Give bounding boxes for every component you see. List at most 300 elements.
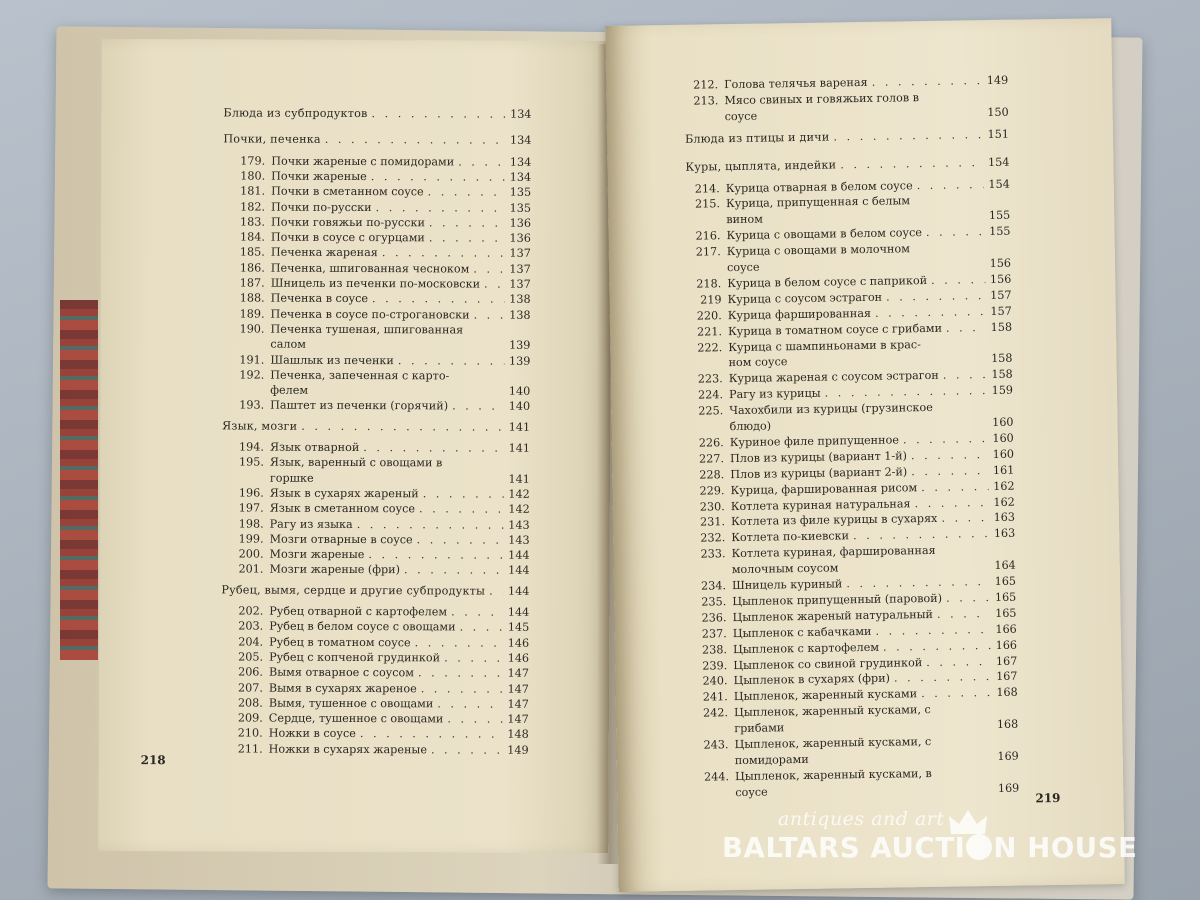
toc-leader-dots [297, 419, 504, 433]
toc-page-number: 161 [992, 463, 1015, 477]
toc-entry-number: 221. [697, 324, 723, 339]
toc-entry [683, 400, 1013, 418]
toc-entry-number: 241. [702, 690, 728, 704]
toc-entry-number: 185. [239, 245, 265, 259]
toc-page-number: 142 [508, 487, 530, 501]
toc-page-number: 166 [995, 638, 1018, 652]
toc-page-number: 137 [509, 262, 531, 276]
toc-page-number: 147 [507, 697, 529, 711]
toc-entry-title: Цыпленок, жаренный кусками, с [734, 734, 932, 752]
left-page-number: 218 [140, 753, 166, 768]
toc-page-number: 144 [507, 584, 530, 598]
watermark-brand [722, 832, 1138, 864]
toc-entry [224, 322, 530, 336]
toc-entry [687, 654, 1017, 672]
toc-page-number: 144 [508, 564, 530, 578]
toc-entry-title: Почки, печенка [223, 132, 321, 147]
toc-section-heading [685, 127, 1009, 145]
toc-entry [223, 563, 529, 577]
toc-leader-dots [829, 128, 983, 143]
toc-entry-continuation [680, 209, 1010, 227]
toc-entry [223, 742, 529, 756]
toc-leader-dots [907, 464, 988, 478]
toc-entry-title: Цыпленок, жаренный кусками, в [734, 766, 932, 783]
toc-page-number: 144 [508, 548, 530, 562]
toc-entry-number: 225. [698, 404, 724, 418]
toc-leader-dots [425, 216, 505, 229]
toc-entry [681, 273, 1011, 291]
toc-entry-number: 223. [697, 372, 723, 386]
toc-entry-title: Курица, фаршированная рисом [730, 480, 918, 497]
toc-entry-title: Курица в белом соусе с паприкой [727, 273, 928, 291]
toc-page-number: 155 [989, 224, 1011, 239]
toc-leader-dots [942, 591, 990, 605]
toc-entry-title: Плов из курицы (вариант 2-й) [730, 465, 908, 481]
toc-entry-continuation [681, 257, 1011, 275]
toc-entry-title: Курица с соусом эстрагон [727, 290, 883, 306]
toc-entry [225, 307, 531, 321]
toc-page-number: 134 [509, 155, 532, 169]
toc-entry [225, 169, 531, 183]
toc-leader-dots [821, 384, 988, 400]
watermark-tagline: antiques and art [778, 808, 945, 830]
toc-page-number: 136 [509, 216, 532, 230]
toc-page-number: 134 [510, 107, 532, 121]
toc-entry-title: Почки говяжьи по-русски [270, 215, 425, 230]
toc-entry [225, 200, 531, 214]
toc-entry-number: 238. [702, 642, 728, 657]
toc-entry-title: горшке [269, 471, 314, 485]
toc-leader-dots [771, 426, 987, 429]
toc-page-number: 136 [509, 231, 531, 245]
toc-page-number: 141 [508, 420, 531, 434]
toc-entry-title: Язык отварной [269, 440, 360, 455]
toc-leader-dots [917, 480, 989, 494]
toc-entry-continuation [224, 338, 530, 352]
toc-entry [687, 622, 1017, 640]
toc-entry-number: 191. [239, 352, 265, 367]
toc-entry [680, 225, 1010, 243]
toc-entry-number: 220. [696, 308, 722, 323]
toc-entry [685, 543, 1015, 561]
right-page [605, 18, 1125, 892]
toc-entry [683, 384, 1013, 402]
toc-entry-title: Язык в сметанном соусе [269, 501, 416, 516]
toc-entry-continuation [679, 105, 1009, 123]
toc-page-number: 149 [986, 73, 1009, 88]
toc-page-number: 158 [990, 320, 1013, 334]
toc-page-number: 154 [987, 155, 1010, 169]
toc-entry-title: Котлета из филе курицы в сухарях [730, 512, 938, 529]
toc-leader-dots [871, 623, 990, 638]
toc-leader-dots [480, 278, 505, 291]
toc-page-number: 155 [988, 208, 1011, 223]
toc-entry-title: Вымя отварное с соусом [268, 665, 415, 680]
watermark-brand-end: N HOUSE [993, 832, 1138, 864]
toc-entry-title: Чахохбили из курицы (грузинское [729, 401, 933, 418]
toc-page-number: 134 [509, 133, 532, 148]
toc-page-number: 167 [995, 654, 1018, 668]
toc-entry [224, 399, 530, 413]
toc-entry-number: 217. [695, 245, 721, 259]
toc-entry [225, 276, 531, 290]
toc-entry-title: Шницель из печенки по-московски [270, 276, 481, 291]
toc-page-number: 156 [989, 256, 1012, 271]
toc-entry-number: 196. [238, 486, 264, 500]
toc-entry-title: Почки по-русски [271, 200, 372, 214]
toc-leader-dots [868, 74, 983, 89]
toc-entry-number: 201. [238, 562, 264, 576]
toc-entry-title: соусе [726, 260, 760, 275]
toc-page-number: 143 [508, 518, 530, 532]
toc-entry [223, 604, 529, 618]
toc-entry-number: 240. [702, 674, 728, 688]
toc-leader-dots [910, 496, 988, 510]
toc-page-number: 135 [509, 201, 532, 215]
toc-entry-number: 226. [698, 436, 724, 450]
toc-leader-dots [768, 792, 993, 796]
toc-entry-number: 228. [699, 467, 725, 482]
toc-entry [687, 638, 1017, 656]
toc-section-heading [685, 155, 1009, 173]
toc-entry [223, 681, 529, 695]
toc-entry-continuation [682, 352, 1012, 370]
toc-entry [224, 517, 530, 531]
toc-entry-title: Печенка в соусе по-строгановски [270, 307, 470, 322]
toc-entry [684, 479, 1014, 497]
toc-entry-title: Печенка жареная [270, 246, 378, 260]
toc-entry-title: Цыпленок, жаренный кусками, с [733, 703, 931, 720]
toc-entry-title: Котлета куриная, фаршированная [731, 544, 936, 561]
toc-page-number: 142 [508, 502, 530, 516]
toc-entry-title: Блюда из птицы и дичи [684, 130, 830, 146]
toc-entry [682, 336, 1012, 354]
toc-entry-title: Ножки в сухарях жареные [268, 742, 427, 757]
toc-entry-title: Печенка в соусе [270, 291, 369, 306]
toc-entry [686, 575, 1016, 593]
toc-entry-number: 194. [239, 440, 265, 454]
right-page-number: 219 [1035, 790, 1061, 806]
toc-entry-title: Плов из курицы (вариант 1-й) [729, 449, 908, 465]
toc-leader-dots [314, 481, 504, 482]
toc-entry-number: 184. [239, 230, 265, 244]
toc-entry-number: 208. [237, 696, 263, 710]
toc-entry [684, 463, 1014, 481]
toc-entry-number: 209. [237, 711, 263, 725]
toc-leader-dots [933, 607, 991, 621]
toc-leader-dots [427, 743, 503, 756]
toc-entry-number: 213. [693, 94, 719, 108]
toc-entry [681, 241, 1011, 259]
toc-entry-title: молочным соусом [731, 561, 839, 577]
toc-entry [685, 527, 1015, 545]
toc-entry [225, 215, 531, 229]
toc-page-number: 158 [991, 352, 1013, 366]
toc-page-number: 165 [994, 590, 1017, 604]
toc-entry-title: Котлета по-киевски [731, 529, 850, 545]
right-page-toc [605, 18, 1111, 799]
toc-leader-dots [838, 569, 989, 571]
toc-leader-dots [321, 133, 506, 147]
toc-entry-number: 216. [695, 229, 721, 243]
watermark-brand-start: BALTARS AUCTI [722, 832, 966, 864]
toc-leader-dots [937, 511, 989, 525]
toc-entry [687, 670, 1017, 688]
toc-leader-dots [415, 502, 504, 515]
toc-entry-number: 182. [240, 199, 266, 214]
toc-entry-number: 212. [693, 78, 719, 92]
toc-leader-dots [456, 621, 504, 634]
toc-entry-title: Рубец отварной с картофелем [269, 604, 448, 619]
toc-entry-title: Блюда из субпродуктов [223, 106, 368, 121]
toc-entry-title: Цыпленок со свиной грудинкой [733, 655, 923, 672]
toc-page-number: 165 [995, 606, 1017, 620]
toc-entry [224, 532, 530, 546]
toc-entry [225, 292, 531, 306]
toc-entry-title: Печенка, шпигованная чесноком [270, 261, 470, 276]
auction-house-watermark [722, 808, 1138, 872]
toc-leader-dots [394, 354, 505, 367]
toc-entry [678, 90, 1008, 108]
toc-entry-title: Цыпленок с кабачками [732, 624, 872, 640]
toc-entry-number: 214. [694, 181, 720, 196]
toc-entry [684, 447, 1014, 465]
toc-page-number: 151 [987, 127, 1010, 141]
toc-leader-dots [411, 636, 504, 649]
toc-leader-dots [927, 273, 985, 287]
toc-page-number: 146 [507, 636, 530, 650]
toc-entry [223, 635, 529, 649]
toc-page-number: 159 [991, 383, 1014, 398]
toc-entry-title: грибами [734, 721, 785, 736]
toc-entry-number: 239. [702, 658, 728, 673]
cover-pattern-strip [60, 300, 98, 660]
toc-entry [678, 74, 1008, 92]
toc-leader-dots [368, 107, 506, 121]
toc-entry-number: 207. [237, 680, 263, 695]
toc-entry-number: 179. [240, 154, 266, 168]
toc-entry [685, 495, 1015, 513]
toc-entry-number: 203. [238, 619, 264, 633]
toc-entry-title: Почки в сметанном соусе [271, 184, 424, 199]
toc-entry-title: Куры, цыплята, индейки [685, 158, 837, 174]
toc-entry [223, 548, 529, 562]
toc-entry-number: 233. [700, 547, 726, 561]
toc-page-number: 156 [989, 272, 1012, 286]
toc-entry [225, 246, 531, 260]
toc-entry-title: Голова телячья вареная [724, 75, 868, 92]
toc-leader-dots [424, 185, 505, 198]
toc-page-number: 138 [509, 308, 531, 322]
toc-page-number: 162 [993, 495, 1015, 509]
toc-entry-number: 234. [701, 579, 727, 593]
toc-entry-title: Почки жареные [271, 169, 367, 183]
toc-entry-number: 230. [699, 499, 725, 514]
toc-entry [223, 712, 529, 726]
toc-entry-number: 235. [701, 595, 727, 609]
toc-entry [225, 261, 531, 275]
toc-entry-title: Цыпленок в сухарях (фри) [733, 672, 891, 688]
toc-entry-title: Мозги отварные в соусе [269, 532, 413, 547]
toc-entry-title: соусе [735, 785, 768, 799]
toc-entry-title: Цыпленок, жаренный кусками [733, 687, 918, 704]
toc-leader-dots [922, 655, 991, 669]
toc-entry-title: Рубец в томатном соусе [269, 635, 411, 649]
toc-entry-title: салом [270, 337, 306, 351]
toc-page-number: 160 [992, 431, 1014, 445]
toc-page-number: 164 [994, 558, 1016, 573]
toc-entry-title: Шашлык из печенки [270, 353, 394, 367]
toc-entry-title: Рубец, вымя, сердце и другие субпродукты [221, 583, 486, 598]
toc-entry-title: блюдо) [729, 419, 772, 434]
toc-entry-number: 199. [238, 532, 264, 546]
toc-leader-dots [443, 712, 502, 725]
toc-entry [683, 368, 1013, 386]
toc-entry-number: 224. [698, 388, 724, 402]
toc-entry-title: Ножки в соусе [268, 727, 356, 741]
toc-page-number: 162 [993, 479, 1015, 493]
toc-page-number: 167 [996, 670, 1018, 684]
toc-entry-number: 192. [239, 368, 265, 382]
toc-entry-continuation [688, 718, 1018, 736]
toc-entry-title: Курица жареная с соусом эстрагон [728, 369, 939, 386]
toc-leader-dots [364, 548, 503, 562]
toc-entry [680, 193, 1010, 211]
toc-entry [223, 727, 529, 741]
toc-entry-title: Сердце, тушенное с овощами [268, 711, 444, 726]
toc-page-number: 148 [507, 728, 529, 742]
toc-entry-title: Печенка тушеная, шпигованная [270, 322, 464, 337]
toc-entry-number: 197. [238, 501, 264, 515]
toc-page-number: 158 [991, 367, 1013, 382]
toc-page-number: 168 [996, 717, 1019, 732]
toc-leader-dots [788, 362, 987, 365]
toc-entry-title: Паштет из печенки (горячий) [270, 399, 449, 413]
toc-entry [680, 177, 1010, 195]
toc-page-number: 147 [507, 682, 529, 696]
toc-section-heading [222, 419, 530, 433]
toc-page-number: 149 [507, 743, 529, 757]
toc-section-heading [223, 133, 531, 147]
toc-page-number: 157 [990, 288, 1012, 302]
toc-entry-title: Курица, припущенная с белым [725, 194, 911, 211]
toc-page-number: 134 [509, 170, 532, 184]
toc-entry-number: 205. [238, 650, 264, 664]
toc-entry [681, 288, 1011, 306]
toc-leader-dots [485, 584, 503, 597]
toc-entry-title: Почки жареные с помидорами [271, 154, 455, 169]
toc-entry-number: 215. [695, 197, 721, 212]
toc-entry-continuation [683, 416, 1013, 434]
toc-section-heading [223, 106, 531, 120]
watermark-o-mark [966, 834, 992, 860]
toc-page-number: 144 [507, 605, 530, 619]
toc-entry [684, 432, 1014, 450]
toc-leader-dots [433, 697, 503, 710]
toc-entry-title: Мозги жареные (фри) [269, 563, 401, 577]
toc-entry-title: Язык, мозги [222, 419, 298, 433]
toc-page-number: 137 [509, 277, 531, 291]
toc-page-number: 135 [509, 185, 532, 199]
toc-entry-title: Вымя в сухарях жареное [268, 681, 417, 695]
toc-entry [223, 650, 529, 664]
toc-entry [686, 606, 1016, 624]
toc-page-number: 147 [507, 712, 529, 726]
toc-entry [224, 486, 530, 500]
toc-entry-title: Мясо свиных и говяжьих голов в [724, 90, 920, 108]
toc-entry [688, 702, 1018, 720]
toc-entry-number: 200. [238, 547, 264, 561]
toc-leader-dots [359, 441, 504, 455]
toc-entry-title: Рубец в белом соусе с овощами [269, 619, 456, 634]
toc-leader-dots [809, 760, 993, 763]
toc-entry [224, 368, 530, 382]
toc-entry [223, 620, 529, 634]
toc-page-number: 141 [508, 472, 530, 486]
toc-page-number: 150 [987, 105, 1009, 119]
toc-entry [223, 666, 529, 680]
toc-entry-title: Рагу из языка [269, 517, 353, 531]
toc-leader-dots [454, 155, 505, 168]
toc-leader-dots [308, 394, 504, 395]
toc-leader-dots [899, 432, 988, 446]
toc-leader-dots [448, 400, 504, 413]
toc-entry-title: фелем [270, 383, 309, 397]
toc-entry-title: Куриное филе припущенное [729, 433, 900, 450]
toc-page-number: 137 [509, 247, 531, 261]
toc-entry-title: Рагу из курицы [728, 386, 821, 402]
toc-page-number: 160 [992, 447, 1015, 461]
toc-entry-number: 236. [701, 610, 727, 625]
toc-entry-number: 206. [238, 665, 264, 679]
toc-entry [223, 696, 529, 710]
toc-entry-title: Почки в соусе с огурцами [270, 230, 425, 245]
toc-entry-title: Вымя, тушенное с овощами [268, 696, 434, 711]
toc-leader-dots [425, 231, 505, 244]
toc-entry-number: 198. [238, 516, 264, 531]
toc-page-number: 166 [995, 622, 1017, 636]
toc-leader-dots [849, 527, 989, 542]
toc-entry-number: 229. [699, 483, 725, 498]
left-page [98, 39, 612, 853]
toc-entry-title: Цыпленок с картофелем [732, 640, 880, 656]
toc-entry-number: 204. [238, 635, 264, 649]
toc-entry [225, 185, 531, 199]
toc-section-heading [221, 583, 529, 597]
toc-page-number: 138 [509, 292, 531, 307]
toc-entry-number: 231. [700, 515, 726, 529]
toc-entry-number: 183. [240, 215, 266, 229]
toc-page-number: 140 [508, 384, 531, 398]
toc-leader-dots [882, 289, 986, 304]
toc-page-number: 154 [988, 177, 1010, 191]
toc-entry-number: 180. [240, 169, 266, 183]
toc-entry-title: помидорами [734, 752, 809, 767]
toc-entry-continuation [224, 471, 530, 485]
toc-entry-number: 237. [701, 626, 727, 641]
toc-leader-dots [917, 686, 992, 700]
toc-leader-dots [757, 116, 982, 120]
toc-page-number: 160 [992, 415, 1014, 429]
toc-entry [682, 320, 1012, 338]
toc-leader-dots [414, 666, 503, 679]
toc-entry-number: 244. [704, 769, 730, 784]
toc-entry [224, 440, 530, 454]
toc-leader-dots [763, 219, 984, 222]
toc-page-number: 169 [997, 781, 1020, 795]
toc-page-number: 145 [507, 620, 530, 635]
toc-entry-continuation [686, 559, 1016, 577]
